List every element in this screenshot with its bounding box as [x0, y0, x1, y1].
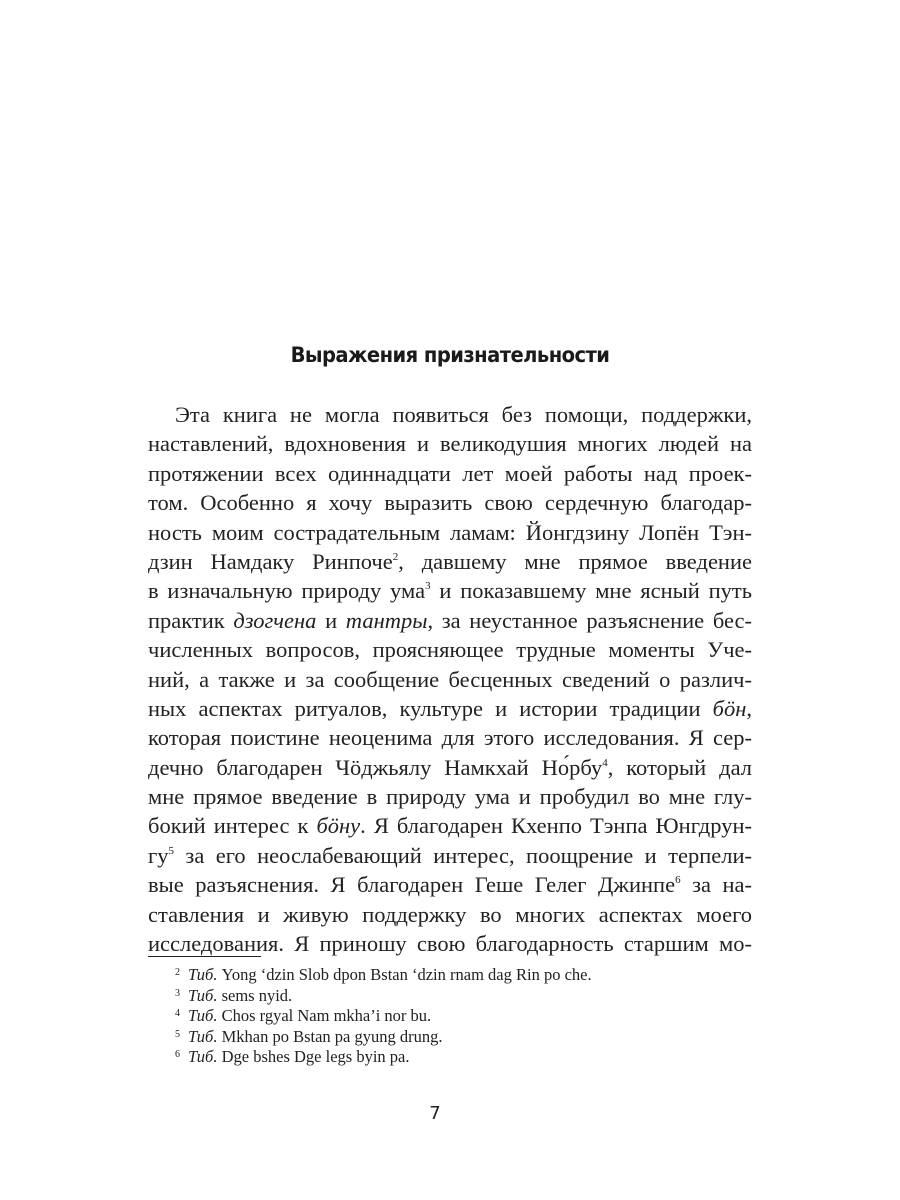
body-paragraph: [148, 400, 752, 958]
text-line: [148, 900, 752, 929]
text-segment: бокий интерес к: [148, 813, 317, 839]
text-segment: в изначальную природу ума: [148, 578, 426, 604]
text-line: [148, 782, 752, 811]
text-line: [148, 694, 752, 723]
footnote-ref: 3: [425, 580, 431, 593]
footnote-text: Yong ‘dzin Slob dpon Bstan ‘dzin rnam dag Rin po che.: [217, 965, 592, 984]
footnote-abbreviation: Тиб.: [188, 1026, 218, 1046]
text-line: [148, 841, 752, 870]
footnote-ref: 2: [392, 550, 399, 563]
text-segment: мне прямое введение в природу ума и пробудил во мне глу-: [148, 784, 752, 810]
footnote-text: Dge bshes Dge legs byin pa.: [217, 1047, 410, 1066]
footnote-text: sems nyid.: [217, 985, 293, 1005]
text-line: [148, 723, 752, 752]
footnote-text: Chos rgyal Nam mkha’i nor bu.: [217, 1006, 432, 1025]
text-segment: том. Особенно я хочу выразить свою сердечную благодар-: [148, 490, 752, 516]
text-segment: и показавшему мне ясный путь: [430, 578, 752, 604]
footnote-item: 5 Тиб. Mkhan po Bstan pa gyung drung.: [175, 1026, 443, 1046]
text-line: [148, 518, 752, 547]
footnote-text: Mkhan po Bstan pa gyung drung.: [217, 1026, 443, 1046]
italic-term: дзогчена: [233, 607, 317, 633]
text-line: [148, 929, 752, 958]
text-line: [148, 459, 752, 488]
text-line: [148, 547, 752, 576]
page-heading: Выражения признательности: [290, 343, 610, 367]
text-segment: , давшему мне прямое введение: [398, 548, 752, 574]
text-segment: практик: [148, 607, 234, 633]
footnotes-list: [175, 965, 735, 1068]
text-segment: ний, а также и за сообщение бесценных сведений о различ-: [148, 666, 752, 692]
text-line: [148, 753, 752, 782]
text-line: [148, 576, 752, 605]
text-segment: наставлений, вдохновения и великодушия многих людей на: [148, 431, 752, 457]
text-line: [148, 429, 752, 458]
italic-term: бӧну: [316, 813, 361, 839]
footnote-item: 4 Тиб. Chos rgyal Nam mkha’i nor bu.: [175, 1006, 432, 1025]
footnote-divider: [148, 956, 261, 957]
text-segment: дзин Намдаку Ринпоче: [148, 548, 393, 574]
footnote-abbreviation: Тиб.: [188, 985, 218, 1005]
text-segment: вые разъяснения. Я благодарен Геше Гелег Джинпе: [148, 872, 676, 898]
text-segment: , который дал: [607, 754, 752, 780]
text-line: [148, 635, 752, 664]
footnote-abbreviation: Тиб.: [188, 1047, 218, 1066]
text-segment: ставления и живую поддержку во многих аспектах моего: [148, 901, 752, 927]
footnote-ref: 5: [168, 844, 174, 857]
text-segment: которая поистине неоценима для этого исследования. Я сер-: [148, 725, 752, 751]
text-segment: численных вопросов, проясняющее трудные моменты Уче-: [148, 637, 752, 663]
text-line: [148, 870, 752, 899]
text-segment: и: [316, 607, 346, 633]
footnote-item: 6 Тиб. Dge bshes Dge legs byin pa.: [175, 1047, 410, 1066]
footnote-ref: 6: [675, 874, 681, 887]
italic-term: тантры: [345, 607, 428, 633]
text-segment: за его неослабевающий интерес, поощрение и терпели-: [173, 842, 752, 868]
text-segment: за на-: [680, 872, 752, 898]
text-segment: гу: [148, 842, 169, 868]
text-segment: протяжении всех одиннадцати лет моей работы над проек-: [148, 460, 752, 486]
text-segment: ных аспектах ритуалов, культуре и истории традиции: [148, 695, 713, 721]
text-segment: ,: [746, 695, 752, 721]
text-line: [148, 811, 752, 840]
text-segment: , за неустанное разъяснение бес-: [427, 607, 753, 633]
text-line: [148, 400, 752, 429]
footnote-abbreviation: Тиб.: [188, 1006, 218, 1025]
text-segment: дечно благодарен Чӧджьялу Намкхай Но́рбу: [148, 754, 603, 780]
footnote-item: 3 Тиб. sems nyid.: [175, 985, 293, 1005]
text-segment: исследования. Я приношу свою благодарность старшим мо-: [148, 931, 752, 957]
italic-term: бӧн: [712, 695, 747, 721]
footnote-ref: 4: [602, 756, 608, 769]
text-segment: ность моим сострадательным ламам: Йонгдзину Лопён Тэн-: [148, 519, 752, 545]
footnote-abbreviation: Тиб.: [188, 965, 218, 984]
footnote-item: 2 Тиб. Yong ‘dzin Slob dpon Bstan ‘dzin rnam dag Rin po che.: [175, 965, 592, 984]
text-segment: . Я благодарен Кхенпо Тэнпа Юнгдрун-: [360, 813, 752, 839]
text-line: [148, 606, 752, 635]
page-number: 7: [429, 1103, 441, 1124]
text-line: [148, 488, 752, 517]
text-segment: Эта книга не могла появиться без помощи, поддержки,: [175, 402, 752, 427]
text-line: [148, 665, 752, 694]
